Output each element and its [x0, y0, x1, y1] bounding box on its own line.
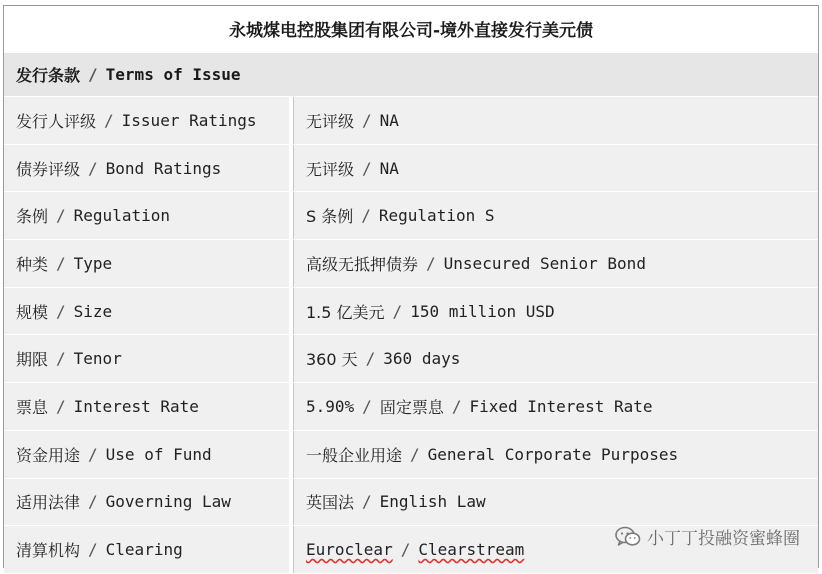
terms-table — [3, 5, 819, 568]
value-cell — [293, 240, 818, 287]
separator: / — [88, 65, 98, 84]
label-cell — [4, 97, 293, 144]
terms-rows — [4, 97, 818, 574]
label-en: Regulation — [73, 206, 170, 226]
value-cell — [293, 431, 818, 478]
label-zh: 规模 — [16, 302, 49, 322]
table-row — [4, 240, 818, 288]
label-cell — [4, 240, 293, 287]
separator: / — [365, 349, 376, 369]
table-row — [4, 192, 818, 240]
separator: / — [362, 492, 372, 512]
value-clearstream: Clearstream — [418, 540, 525, 560]
label-en: Governing Law — [105, 492, 231, 512]
value-zh: 无评级 — [306, 159, 355, 179]
value-cell — [293, 192, 818, 239]
separator: / — [362, 396, 372, 416]
value-en: General Corporate Purposes — [427, 444, 679, 464]
separator: / — [88, 492, 98, 512]
table-title: 永城煤电控股集团有限公司-境外直接发行美元债 — [4, 6, 818, 53]
label-en: Clearing — [105, 540, 183, 560]
separator: / — [392, 301, 403, 321]
table-row — [4, 431, 818, 479]
label-en: Size — [73, 301, 113, 321]
separator: / — [410, 444, 420, 464]
separator: / — [451, 396, 462, 416]
label-en: Tenor — [73, 349, 122, 369]
value-euroclear: Euroclear — [306, 540, 393, 560]
value-zh: 一般企业用途 — [306, 445, 403, 465]
separator: / — [361, 206, 371, 226]
separator: / — [56, 301, 66, 321]
value-zh: S 条例 — [306, 207, 354, 227]
label-cell — [4, 192, 293, 239]
label-zh: 票息 — [16, 397, 49, 417]
value-cell — [293, 335, 818, 382]
watermark — [615, 524, 800, 549]
table-row — [4, 97, 818, 145]
label-zh: 适用法律 — [16, 493, 81, 513]
label-zh: 债券评级 — [16, 159, 81, 179]
separator: / — [362, 110, 372, 130]
label-en: Bond Ratings — [105, 158, 222, 178]
separator: / — [88, 444, 98, 464]
table-row — [4, 335, 818, 383]
value-cell — [293, 97, 818, 144]
section-title-en: Terms of Issue — [105, 65, 241, 84]
label-zh: 期限 — [16, 350, 49, 370]
label-zh: 发行人评级 — [16, 111, 97, 131]
table-row — [4, 479, 818, 527]
value-en: NA — [379, 110, 399, 130]
value-cell — [293, 145, 818, 192]
label-en: Interest Rate — [73, 396, 199, 416]
label-en: Type — [73, 253, 113, 273]
label-cell — [4, 145, 293, 192]
separator: / — [88, 158, 98, 178]
section-title-zh: 发行条款 — [16, 66, 81, 85]
label-cell — [4, 288, 293, 335]
label-en: Issuer Ratings — [121, 110, 257, 130]
label-en: Use of Fund — [105, 444, 212, 464]
value-zh: 无评级 — [306, 111, 355, 131]
value-zh: 360 天 — [306, 350, 358, 370]
separator: / — [426, 253, 436, 273]
value-en: Unsecured Senior Bond — [443, 253, 646, 273]
watermark-text: 小丁丁投融资蜜蜂圈 — [647, 529, 800, 549]
value-en: NA — [379, 158, 399, 178]
value-en: 150 million USD — [410, 301, 555, 321]
separator: / — [56, 253, 66, 273]
label-cell — [4, 479, 293, 526]
value-cell — [293, 288, 818, 335]
value-en: Regulation S — [378, 206, 495, 226]
value-zh: 固定票息 — [379, 397, 444, 417]
value-zh: 高级无抵押债券 — [306, 254, 419, 274]
label-cell — [4, 526, 293, 573]
label-zh: 条例 — [16, 207, 49, 227]
separator: / — [56, 349, 66, 369]
table-row — [4, 383, 818, 431]
table-row — [4, 288, 818, 336]
separator: / — [56, 206, 66, 226]
value-rate: 5.90% — [306, 396, 355, 416]
value-en: 360 days — [383, 349, 461, 369]
value-zh: 英国法 — [306, 493, 355, 513]
separator: / — [88, 540, 98, 560]
separator: / — [400, 540, 411, 560]
label-cell — [4, 431, 293, 478]
separator: / — [56, 396, 66, 416]
value-en: Fixed Interest Rate — [469, 396, 653, 416]
separator: / — [362, 158, 372, 178]
value-zh: 1.5 亿美元 — [306, 302, 385, 322]
table-row — [4, 145, 818, 193]
label-zh: 清算机构 — [16, 541, 81, 561]
label-zh: 资金用途 — [16, 445, 81, 465]
label-cell — [4, 383, 293, 430]
label-zh: 种类 — [16, 254, 49, 274]
label-cell — [4, 335, 293, 382]
wechat-icon — [615, 526, 641, 548]
separator: / — [104, 110, 114, 130]
section-header — [4, 53, 818, 97]
value-cell — [293, 383, 818, 430]
value-en: English Law — [379, 492, 486, 512]
value-cell — [293, 479, 818, 526]
